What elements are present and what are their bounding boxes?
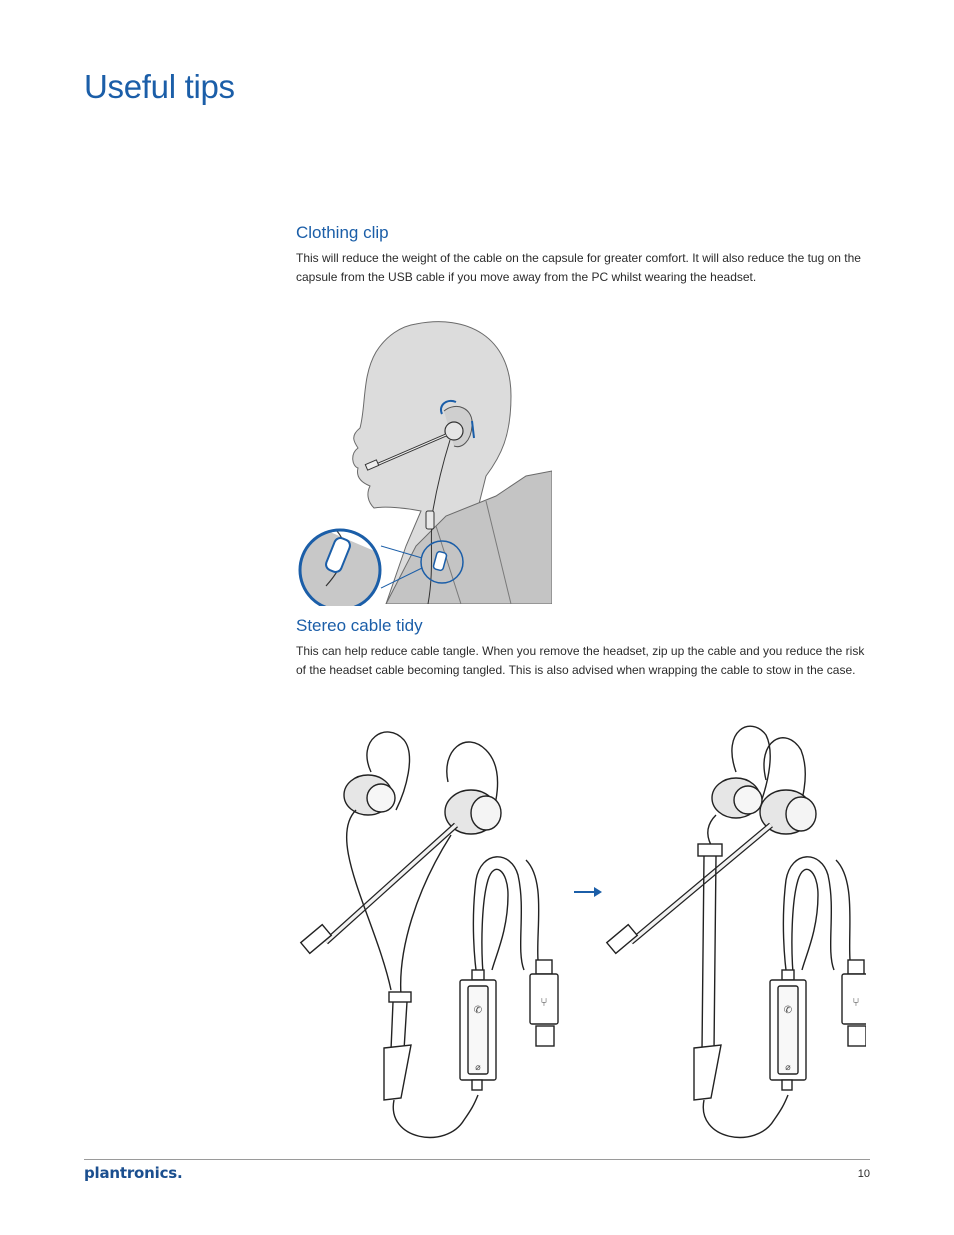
clothing-clip-illustration [296,316,554,606]
usb-icon: ⑂ [852,995,860,1009]
phone-icon: ✆ [783,1005,793,1016]
stereo-cable-tidy-heading: Stereo cable tidy [296,616,423,635]
stereo-cable-tidy-body: This can help reduce cable tangle. When you remove the headset, zip up the cable and you reduce the risk of the headset cable becoming tangled. This is also advised when wrapping the cable to stow in the case. [296,644,865,677]
page-number: 10 [857,1168,870,1180]
stereo-cable-tidy-illustration [296,720,866,1156]
arrow-right-icon [574,887,602,897]
footer-brand-logo: plantronics. [84,1164,183,1182]
page-title: Useful tips [84,68,235,105]
clothing-clip-body: This will reduce the weight of the cable on the capsule for greater comfort. It will also reduce the tug on the capsule from the USB cable if you move away from the PC whilst wearing the headset. [296,251,861,284]
usb-icon: ⑂ [540,995,548,1009]
clothing-clip-heading: Clothing clip [296,223,389,242]
phone-icon: ✆ [473,1005,483,1016]
footer-rule [84,1159,870,1160]
mute-icon: ⌀ [785,1062,791,1072]
mute-icon: ⌀ [475,1062,481,1072]
